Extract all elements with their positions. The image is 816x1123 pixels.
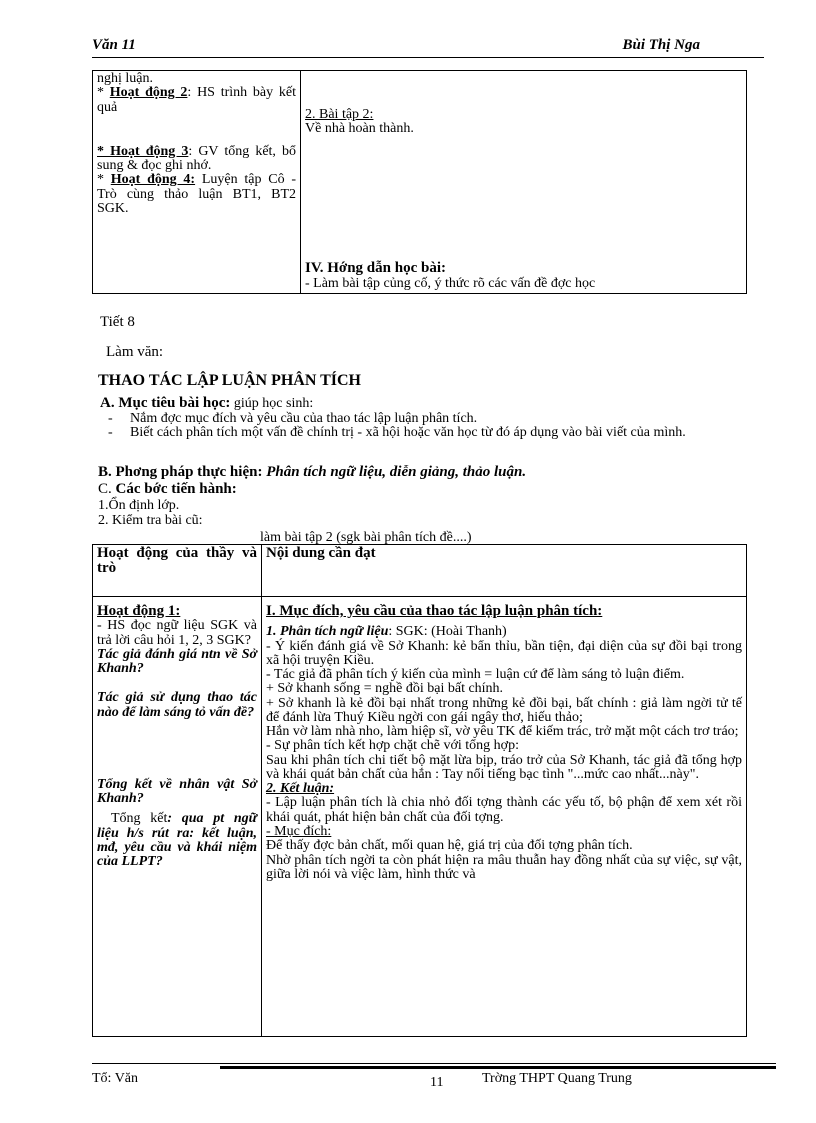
objective-item: - Nắm đợc mục đích và yêu cầu của thao tác lập luận phân tích. [100, 412, 760, 427]
method: B. Phơng pháp thực hiện: Phân tích ngữ liệu, diễn giảng, thảo luận. [98, 464, 527, 480]
lesson-subject: Làm văn: [106, 344, 164, 360]
activity-4: * Hoạt động 4: Luyện tập Cô - Trò cùng thảo luận BT1, BT2 SGK. [97, 172, 296, 216]
conclusion-text: - Lập luận phân tích là chia nhỏ đối tợng thành các yếu tố, bộ phận để xem xét rồi khái quát, phát hiện bản chất của đối tợng. [266, 795, 742, 825]
content-line: Sau khi phân tích chi tiết bộ mặt lừa bịp, tráo trở của Sở Khanh, tác giả đã tổng hợp và khái quát bản chất của hắn : Tay nổi tiếng bạc tình "...mức cao nhất...này". [266, 752, 742, 782]
footer-divider [92, 1063, 776, 1064]
text-line: nghị luận. [97, 71, 153, 86]
lesson-title: THAO TÁC LẬP LUẬN PHÂN TÍCH [98, 372, 361, 389]
section-iv-text: - Làm bài tập củng cố, ý thức rõ các vấn đề đợc học [305, 275, 596, 291]
exercise-2-text: Về nhà hoàn thành. [305, 121, 414, 137]
footer-divider-thick [220, 1066, 776, 1069]
analysis-heading: 1. Phân tích ngữ liệu: SGK: (Hoài Thanh) [266, 624, 507, 640]
activities-cell [93, 597, 262, 1037]
activity-1-title: Hoạt động 1: [97, 603, 181, 619]
check-task: làm bài tập 2 (sgk bài phân tích đề....) [260, 530, 472, 545]
footer-department: Tổ: Văn [92, 1071, 139, 1086]
content-line: - Tác giả đã phân tích ý kiến của mình = luận cứ để làm sáng tỏ luận điểm. [266, 667, 685, 683]
summary: Tổng kết: qua pt ngữ liệu h/s rút ra: kết luận, mđ, yêu cầu và khái niệm của LLPT? [97, 811, 258, 870]
footer-school: Trờng THPT Quang Trung [482, 1071, 632, 1086]
step-1: 1.Ổn định lớp. [98, 498, 180, 513]
lesson-number: Tiết 8 [100, 314, 135, 330]
top-left-cell [93, 71, 301, 294]
conclusion-heading: 2. Kết luận: [266, 781, 335, 797]
activity-2: * Hoạt động 2: HS trình bày kết quả [97, 85, 297, 115]
header-author: Bùi Thị Nga [622, 37, 700, 53]
objectives: A. Mục tiêu bài học: giúp học sinh: - Nắm đợc mục đích và yêu cầu của thao tác lập luận phân tích. - Biết cách phân tích một vấn đề chính trị - xã hội hoặc văn học từ đó áp dụng vào bài viết của mình. [100, 396, 760, 441]
table-header-content: Nội dung cần đạt [262, 545, 747, 597]
header-divider [92, 57, 764, 58]
table-header-activities: Hoạt động của thầy và trò [93, 545, 262, 597]
content-cell [262, 597, 747, 1037]
content-line: Hắn vờ làm nhà nho, làm hiệp sĩ, vờ yêu TK để kiếm trác, trở mặt một cách trơ tráo; [266, 724, 739, 740]
content-line: + Sở khanh là kẻ đồi bại nhất trong những kẻ đồi bại, bất chính : giả làm ngời tử tế để đánh lừa Thuý Kiều ngời con gái ngây thơ, hiếu thảo; [266, 695, 742, 725]
page-header [92, 38, 762, 58]
section-iv-title: IV. Hớng dẫn học bài: [305, 260, 446, 277]
purpose-line: Để thấy đợc bản chất, mối quan hệ, giá trị của đối tợng phân tích. [266, 838, 633, 854]
objective-item: - Biết cách phân tích một vấn đề chính trị - xã hội hoặc văn học từ đó áp dụng vào bài viết của mình. [100, 426, 760, 441]
top-right-cell [301, 71, 747, 294]
purpose-line: Nhờ phân tích ngời ta còn phát hiện ra mâu thuẫn hay đồng nhất của sự việc, sự vật, giữa lời nói và việc làm, hình thức và [266, 852, 742, 882]
question: Tổng kết về nhân vật Sở Khanh? [97, 776, 257, 807]
content-line: - Sự phân tích kết hợp chặt chẽ với tổng hợp: [266, 738, 519, 754]
content-line: - Ý kiến đánh giá về Sở Khanh: kẻ bẩn thỉu, bần tiện, đại diện của sự đồi bại trong xã hội truyện Kiều. [266, 638, 742, 668]
activity-1-text: - HS đọc ngữ liệu SGK và trả lời câu hỏi 1, 2, 3 SGK? [97, 618, 257, 648]
activity-3: * Hoạt động 3: GV tổng kết, bổ sung & đọc ghi nhớ. [97, 143, 297, 174]
content-line: + Sở khanh sống = nghề đồi bại bất chính. [266, 681, 504, 697]
top-table [92, 70, 747, 294]
step-2: 2. Kiểm tra bài cũ: [98, 513, 203, 528]
main-table [92, 544, 747, 1037]
section-i-title: I. Mục đích, yêu cầu của thao tác lập luận phân tích: [266, 603, 603, 619]
question: Tác giả sử dụng thao tác nào để làm sáng tỏ vấn đề? [97, 690, 257, 720]
purpose-heading: - Mục đích: [266, 824, 332, 840]
page-number: 11 [430, 1075, 444, 1090]
header-subject: Văn 11 [92, 37, 136, 53]
steps-heading: C. Các bớc tiến hành: [98, 481, 237, 497]
question: Tác giả đánh giá ntn về Sở Khanh? [97, 646, 257, 677]
exercise-2-title: 2. Bài tập 2: [305, 107, 374, 122]
